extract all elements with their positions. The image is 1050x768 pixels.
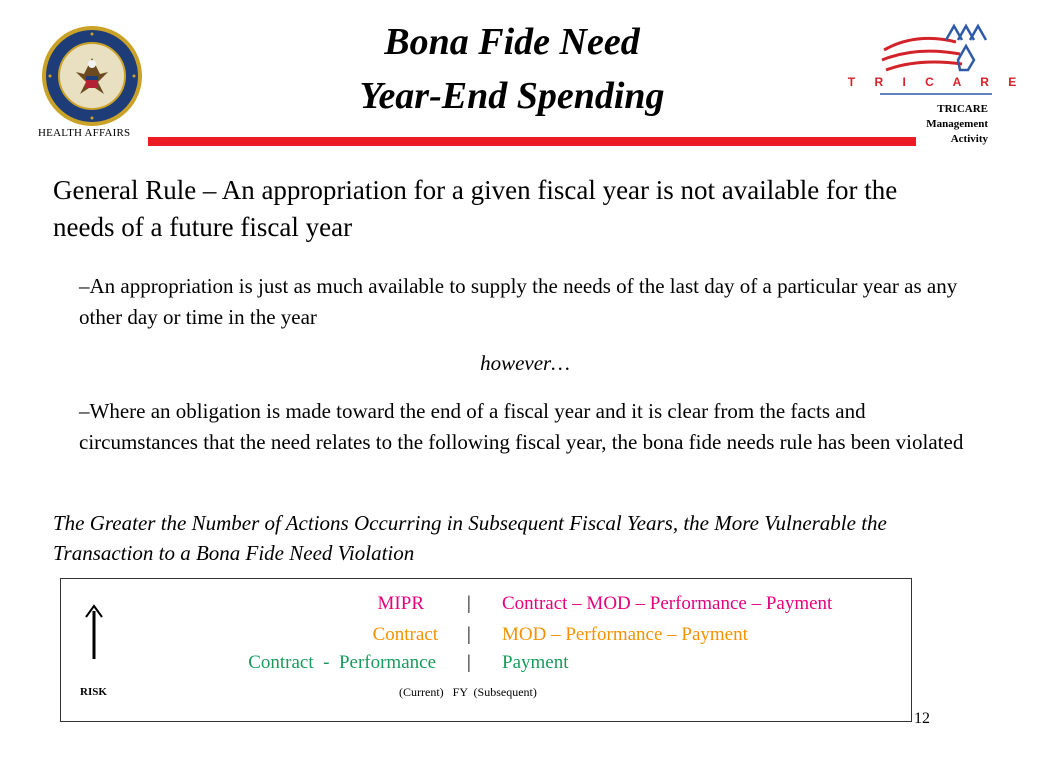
- slide-title-line1: Bona Fide Need: [384, 21, 640, 63]
- slide-title-line2: Year-End Spending: [359, 75, 665, 117]
- tma-caption: [926, 102, 988, 147]
- however-text: however…: [480, 351, 570, 375]
- vulnerability-statement: The Greater the Number of Actions Occurring in Subsequent Fiscal Years, the More Vulnerable the Transaction to a Bona Fide Need Violation: [53, 511, 887, 565]
- header-divider: [148, 137, 916, 146]
- row1-subsequent: Contract – MOD – Performance – Payment: [502, 593, 833, 614]
- row3-current: Contract - Performance: [248, 652, 436, 673]
- dod-seal: [40, 24, 144, 128]
- health-affairs-caption: HEALTH AFFAIRS: [38, 127, 131, 139]
- general-rule-text: General Rule – An appropriation for a given fiscal year is not available for the needs of a future fiscal year: [53, 175, 898, 242]
- risk-label: RISK: [80, 686, 107, 698]
- fy-axis-label: (Current) FY (Subsequent): [399, 685, 537, 699]
- page-number: 12: [914, 710, 930, 727]
- row3-separator: |: [467, 652, 471, 673]
- sub-point-1: –An appropriation is just as much available to supply the needs of the last day of a particular year as any other day or time in the year: [79, 274, 958, 329]
- tricare-logo: [847, 20, 1025, 98]
- tma-caption-line3: Activity: [950, 133, 988, 145]
- row2-separator: |: [467, 624, 471, 645]
- row1-separator: |: [467, 593, 471, 614]
- row1-current: MIPR: [377, 593, 424, 614]
- row2-current: Contract: [372, 624, 438, 645]
- row3-subsequent: Payment: [502, 652, 569, 673]
- tma-caption-line2: Management: [926, 118, 988, 130]
- tma-caption-line1: TRICARE: [937, 103, 988, 115]
- up-arrow-icon: [83, 605, 105, 661]
- svg-text:T R I C A R E: T R I C A R E: [847, 75, 1025, 89]
- row2-subsequent: MOD – Performance – Payment: [502, 624, 748, 645]
- sub-point-2: –Where an obligation is made toward the end of a fiscal year and it is clear from the facts and circumstances that the need relates to the following fiscal year, the bona fide needs rule has been violated: [79, 399, 964, 454]
